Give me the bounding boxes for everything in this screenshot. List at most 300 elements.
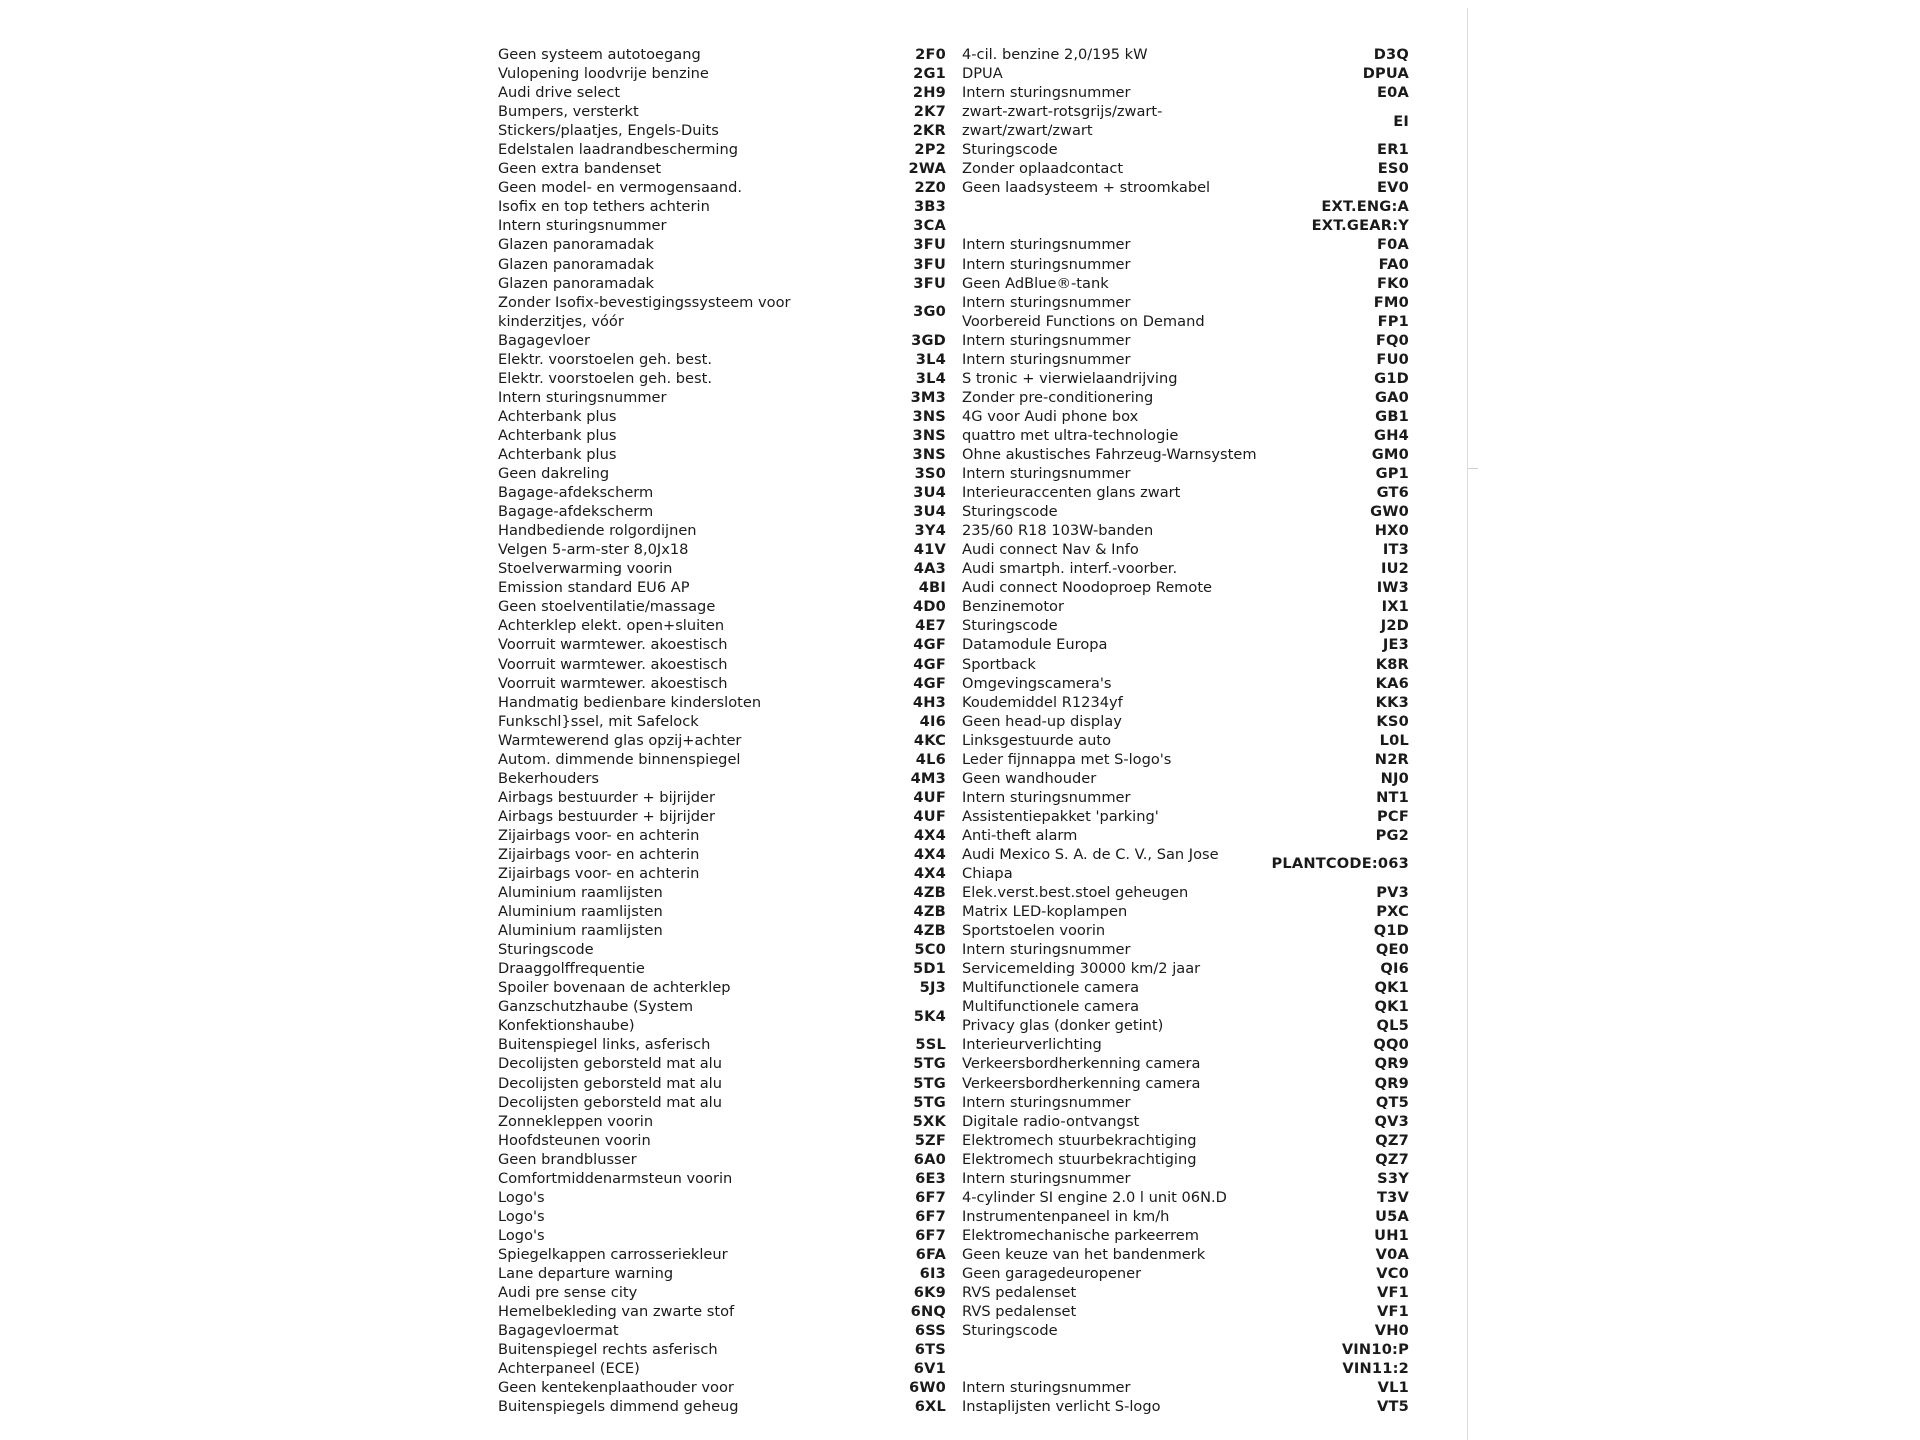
option-row [962,750,1409,769]
option-code: N2R [1374,750,1409,768]
option-description: Geen laadsysteem + stroomkabel [962,179,1211,197]
option-code: QT5 [1375,1093,1409,1111]
option-row [498,674,946,693]
option-description: Zonder oplaadcontact [962,160,1124,178]
option-row [498,521,946,540]
option-row [962,635,1409,654]
option-code: GB1 [1375,407,1409,425]
option-description: Audi Mexico S. A. de C. V., San Jose Chiapa [962,845,1219,883]
option-row [962,1340,1409,1359]
option-row [498,845,946,864]
option-description: 4-cil. benzine 2,0/195 kW [962,46,1148,63]
option-code: EXT.GEAR:Y [1311,217,1409,235]
option-code: HX0 [1374,522,1409,540]
option-description: Intern sturingsnummer [962,350,1131,368]
option-code: KK3 [1375,693,1409,711]
option-code: QR9 [1374,1055,1409,1073]
option-description: Verkeersbordherkenning camera [962,1055,1201,1073]
option-row [962,1359,1409,1378]
option-row [498,1150,946,1169]
option-description: Instaplijsten verlicht S-logo [962,1398,1161,1416]
option-description: Privacy glas (donker getint) [962,1017,1164,1035]
option-code: 5TG [913,1074,946,1092]
option-description: Spoiler bovenaan de achterklep [498,979,731,997]
option-code: 6XL [914,1398,946,1416]
option-code: 6F7 [915,1207,946,1225]
option-row [962,1188,1409,1207]
option-code: 4I6 [919,712,946,730]
option-row [962,1245,1409,1264]
option-description: Multifunctionele camera [962,979,1140,997]
option-description: Geen garagedeuropener [962,1265,1142,1282]
option-description: Zonnekleppen voorin [498,1112,654,1130]
option-code: 4A3 [913,560,946,578]
option-row [498,655,946,674]
option-description: Hoofdsteunen voorin [498,1131,651,1149]
option-code: V0A [1375,1245,1409,1263]
option-row [962,693,1409,712]
option-code: 2K7 [913,103,946,121]
option-row [962,293,1409,312]
option-row [498,1264,946,1283]
option-description: Intern sturingsnummer [962,1169,1131,1187]
option-description: Airbags bestuurder + bijrijder [498,807,716,825]
option-row [498,1054,946,1073]
option-code: 4UF [913,788,946,806]
option-row [962,521,1409,540]
option-row [498,1188,946,1207]
option-code: NJ0 [1380,769,1409,787]
option-row [498,388,946,407]
option-code: EXT.ENG:A [1321,198,1409,216]
option-code: 6TS [914,1341,946,1359]
option-description: Linksgestuurde auto [962,731,1112,749]
option-code: T3V [1376,1188,1409,1206]
option-code: Q1D [1373,922,1409,940]
option-code: VF1 [1376,1284,1409,1302]
option-code: J2D [1380,617,1409,635]
option-row [962,1074,1409,1093]
option-code: 5D1 [912,960,946,978]
option-row [498,635,946,654]
option-row [962,1054,1409,1073]
option-description: Zonder pre-conditionering [962,388,1154,406]
option-description: Geen stoelventilatie/massage [498,598,716,616]
option-code: UH1 [1374,1226,1409,1244]
option-description: Digitale radio-ontvangst [962,1112,1140,1130]
option-description: Logo's [498,1188,545,1206]
option-description: Intern sturingsnummer [962,788,1131,806]
option-code: VH0 [1374,1322,1409,1340]
option-description: Geen AdBlue®-tank [962,274,1109,292]
option-row [498,883,946,902]
option-row [498,445,946,464]
option-code: 4X4 [913,865,946,883]
option-code: VT5 [1376,1398,1409,1416]
option-code: IU2 [1380,560,1409,578]
option-code: GW0 [1370,503,1409,521]
option-description: Sturingscode [962,1322,1058,1340]
option-code: 3NS [912,445,946,463]
option-row [498,1340,946,1359]
option-row [498,769,946,788]
option-code: 3FU [913,274,946,292]
option-description: Isofix en top tethers achterin [498,198,710,216]
option-code: 6K9 [913,1284,946,1302]
option-code: U5A [1375,1207,1409,1225]
option-row [498,293,946,331]
option-code: 3U4 [913,503,946,521]
option-row [962,178,1409,197]
option-description: Achterbank plus [498,426,617,444]
option-code: 5TG [913,1093,946,1111]
option-description: Achterpaneel (ECE) [498,1360,640,1378]
option-row [962,1112,1409,1131]
option-description: Intern sturingsnummer [962,293,1131,311]
option-description: Zijairbags voor- en achterin [498,826,700,844]
option-code: 3GD [911,331,946,349]
option-row [498,1207,946,1226]
option-description: Elek.verst.best.stoel geheugen [962,884,1189,902]
option-row [498,940,946,959]
option-code: FK0 [1376,274,1409,292]
option-description: Bagage-afdekscherm [498,503,654,521]
option-row [498,540,946,559]
option-code: 5TG [913,1055,946,1073]
option-row [962,616,1409,635]
option-description: Bekerhouders [498,769,599,787]
option-row [962,159,1409,178]
option-description: Glazen panoramadak [498,255,654,273]
option-description: Audi pre sense city [498,1284,638,1302]
option-description: Buitenspiegels dimmend geheug [498,1398,739,1416]
option-code: IW3 [1376,579,1409,597]
option-description: Bagagevloer [498,331,591,349]
option-description: Sturingscode [962,141,1058,159]
option-row [962,1283,1409,1302]
option-description: Geen keuze van het bandenmerk [962,1245,1206,1263]
option-code: 5ZF [914,1131,946,1149]
option-code: VIN11:2 [1342,1360,1409,1378]
option-description: Achterbank plus [498,407,617,425]
option-description: Bagagevloermat [498,1322,619,1340]
option-row [962,769,1409,788]
option-row [962,235,1409,254]
option-row [498,64,946,83]
option-code: L0L [1379,731,1409,749]
option-code: KS0 [1376,712,1409,730]
option-row [962,940,1409,959]
option-code: GP1 [1375,465,1409,483]
option-description: Voorruit warmtewer. akoestisch [498,674,728,692]
option-code: QQ0 [1373,1036,1409,1054]
option-description: Leder fijnnappa met S-logo's [962,750,1172,768]
option-code: QZ7 [1375,1150,1409,1168]
option-row [498,1035,946,1054]
option-row [962,1302,1409,1321]
option-code: 5C0 [914,941,946,959]
option-row [498,255,946,274]
option-code: PG2 [1375,826,1409,844]
option-code: FU0 [1376,350,1409,368]
option-code: PXC [1376,903,1409,921]
option-row [498,502,946,521]
option-description: Bagage-afdekscherm [498,484,654,502]
option-code: 3FU [913,255,946,273]
option-description: Sturingscode [962,617,1058,635]
option-row [498,483,946,502]
option-description: Edelstalen laadrandbescherming [498,141,738,159]
option-description: Stoelverwarming voorin [498,560,673,578]
option-description: Glazen panoramadak [498,274,654,292]
option-description: Aluminium raamlijsten [498,884,663,902]
option-description: Geen dakreling [498,465,610,483]
option-code: 3U4 [913,484,946,502]
option-description: Audi connect Nav & Info [962,541,1139,559]
option-row [962,1321,1409,1340]
option-row [962,540,1409,559]
option-description: Achterklep elekt. open+sluiten [498,617,725,635]
option-code: FM0 [1373,293,1409,311]
option-code: 6F7 [915,1226,946,1244]
option-row [498,1302,946,1321]
option-code: F0A [1376,236,1409,254]
option-row [498,578,946,597]
option-row [498,464,946,483]
option-row [498,102,946,121]
option-row [498,140,946,159]
option-row [962,1226,1409,1245]
option-description: Handmatig bedienbare kindersloten [498,693,762,711]
option-code: QI6 [1380,960,1409,978]
option-code: GA0 [1374,388,1409,406]
option-description: Logo's [498,1207,545,1225]
option-description: Koudemiddel R1234yf [962,693,1123,711]
option-row [498,426,946,445]
option-code: 3B3 [913,198,946,216]
option-code: DPUA [1362,65,1409,83]
option-description: RVS pedalenset [962,1303,1077,1321]
option-row [498,1321,946,1340]
option-row [962,978,1409,997]
option-row [498,350,946,369]
option-row [962,712,1409,731]
option-row [498,1378,946,1397]
option-row [962,559,1409,578]
option-description: Elektromech stuurbekrachtiging [962,1131,1197,1149]
option-code: 2KR [912,122,946,140]
option-code: KA6 [1375,674,1409,692]
option-row [962,1016,1409,1035]
option-description: Decolijsten geborsteld mat alu [498,1093,722,1111]
option-description: quattro met ultra-technologie [962,426,1179,444]
option-code: FQ0 [1375,331,1409,349]
option-row [962,426,1409,445]
option-row [498,826,946,845]
option-description: Emission standard EU6 AP [498,579,690,597]
option-description: Warmtewerend glas opzij+achter [498,731,742,749]
option-description: Achterbank plus [498,445,617,463]
option-description: Intern sturingsnummer [962,465,1131,483]
option-row [962,674,1409,693]
option-row [962,807,1409,826]
option-row [498,597,946,616]
option-description: Sportstoelen voorin [962,922,1106,940]
option-row [498,121,946,140]
option-description: Bumpers, versterkt [498,103,639,121]
option-description: Elektromech stuurbekrachtiging [962,1150,1197,1168]
option-row [962,445,1409,464]
option-description: 235/60 R18 103W-banden [962,522,1154,540]
option-row [498,864,946,883]
option-description: Spiegelkappen carrosseriekleur [498,1245,728,1263]
option-description: Servicemelding 30000 km/2 jaar [962,960,1201,978]
option-code: IT3 [1382,541,1409,559]
option-description: Audi smartph. interf.-voorber. [962,560,1178,578]
option-description: S tronic + vierwielaandrijving [962,369,1178,387]
option-description: Voorruit warmtewer. akoestisch [498,636,728,654]
option-code: QK1 [1374,979,1409,997]
option-code: 4ZB [913,884,946,902]
option-row [498,712,946,731]
option-code: 3S0 [914,465,946,483]
option-code: 3L4 [915,369,946,387]
option-row [498,1074,946,1093]
option-row [962,350,1409,369]
option-description: Stickers/plaatjes, Engels-Duits [498,122,719,140]
option-description: Intern sturingsnummer [962,1379,1131,1397]
option-code: 6I3 [919,1265,946,1282]
option-row [498,693,946,712]
option-description: Voorbereid Functions on Demand [962,312,1205,330]
option-description: Elektromechanische parkeerrem [962,1226,1199,1244]
option-row [962,1035,1409,1054]
option-row [962,902,1409,921]
option-code: 6V1 [913,1360,946,1378]
option-code: VC0 [1376,1265,1409,1282]
option-row [498,1359,946,1378]
option-code: 4UF [913,807,946,825]
option-code: 6SS [914,1322,946,1340]
option-code: 4GF [913,674,946,692]
option-row [962,731,1409,750]
option-row [498,921,946,940]
option-description: Geen head-up display [962,712,1122,730]
option-row [962,921,1409,940]
option-row [498,997,946,1035]
option-code: VIN10:P [1341,1341,1409,1359]
option-description: Geen systeem autotoegang [498,46,701,63]
option-code: 6A0 [913,1150,946,1168]
option-code: E0A [1376,84,1409,102]
option-code: 4ZB [913,903,946,921]
option-row [962,464,1409,483]
option-row [498,788,946,807]
option-row [498,369,946,388]
option-code: 2H9 [912,84,946,102]
option-code: QK1 [1374,998,1409,1016]
option-code: ES0 [1377,160,1409,178]
option-row [498,1226,946,1245]
option-code: QZ7 [1375,1131,1409,1149]
option-row [962,102,1409,140]
option-description: Omgevingscamera's [962,674,1112,692]
option-code: 3L4 [915,350,946,368]
option-description: Matrix LED-koplampen [962,903,1128,921]
option-code: 41V [913,541,946,559]
option-description: Elektr. voorstoelen geh. best. [498,369,712,387]
option-row [962,140,1409,159]
option-description: Anti-theft alarm [962,826,1078,844]
option-description: Benzinemotor [962,598,1064,616]
option-description: Decolijsten geborsteld mat alu [498,1074,722,1092]
option-row [498,1283,946,1302]
option-row [962,1207,1409,1226]
option-code: FA0 [1378,255,1409,273]
option-code: QL5 [1376,1017,1409,1035]
option-description: Logo's [498,1226,545,1244]
option-row [962,883,1409,902]
option-row [962,788,1409,807]
option-row [498,1093,946,1112]
option-description: DPUA [962,65,1003,83]
option-row [498,902,946,921]
option-code: 4GF [913,655,946,673]
option-code: 4BI [918,579,946,597]
option-row [962,597,1409,616]
page-edge-line [1467,8,1468,1440]
option-description: Assistentiepakket 'parking' [962,807,1159,825]
option-code: 4M3 [910,769,946,787]
option-code: 5SL [915,1036,946,1054]
option-code: 6FA [915,1245,946,1263]
option-row [962,407,1409,426]
option-row [962,83,1409,102]
option-row [962,1131,1409,1150]
option-code: 3CA [913,217,946,235]
option-description: Sturingscode [962,503,1058,521]
option-code: VF1 [1376,1303,1409,1321]
option-code: 4X4 [913,826,946,844]
option-row [498,978,946,997]
option-description: Zonder Isofix-bevestigingssysteem voor kinderzitjes, vóór [498,293,791,330]
option-code: GT6 [1376,484,1409,502]
option-row [962,1150,1409,1169]
option-description: Ohne akustisches Fahrzeug-Warnsystem [962,445,1257,463]
option-description: Handbediende rolgordijnen [498,522,697,540]
option-description: Sportback [962,655,1036,673]
option-row [962,331,1409,350]
option-code: K8R [1375,655,1409,673]
option-row [498,331,946,350]
option-code: 3NS [912,407,946,425]
option-row [498,1169,946,1188]
option-row [962,388,1409,407]
option-description: Intern sturingsnummer [962,941,1131,959]
option-row [498,959,946,978]
option-code: 5K4 [913,1007,946,1025]
option-description: Datamodule Europa [962,636,1108,654]
option-code: NT1 [1376,788,1409,806]
option-description: Ganzschutzhaube (System Konfektionshaube) [498,998,694,1035]
option-description: Voorruit warmtewer. akoestisch [498,655,728,673]
option-description: Elektr. voorstoelen geh. best. [498,350,712,368]
option-row [498,216,946,235]
option-description: zwart-zwart-rotsgrijs/zwart- zwart/zwart/zwart [962,103,1163,140]
option-code: ER1 [1377,141,1409,159]
option-code: 2WA [908,160,946,178]
option-code: 6E3 [915,1169,946,1187]
